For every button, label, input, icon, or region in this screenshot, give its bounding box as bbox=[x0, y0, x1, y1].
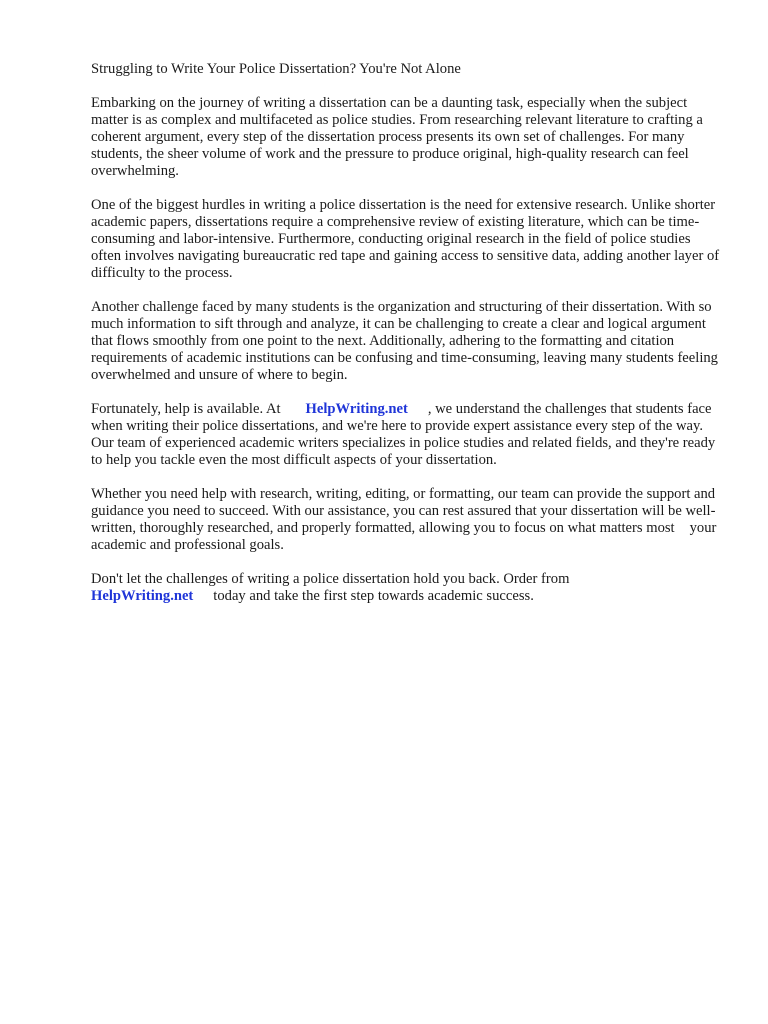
paragraph-help-text-after: , we understand the challenges that students face when writing their police dissertations, and we're here to provide expert assistance every step of the way. Our team of experienced academic writers specializes in police studies and related fields, and they're ready to help you tackle even the most difficult aspects of your dissertation. bbox=[91, 401, 716, 468]
document-page bbox=[91, 61, 721, 622]
paragraph-intro: Embarking on the journey of writing a dissertation can be a daunting task, especially when the subject matter is as complex and multifaceted as police studies. From researching relevant literature to crafting a coherent argument, every step of the dissertation process presents its own set of challenges. For many students, the sheer volume of work and the pressure to produce original, high-quality research can feel overwhelming. bbox=[91, 95, 703, 179]
paragraph-cta-text-before: Don't let the challenges of writing a police dissertation hold you back. Order from bbox=[91, 571, 570, 587]
paragraph-services bbox=[91, 486, 721, 554]
paragraph-cta-text-after: today and take the first step towards academic success. bbox=[213, 588, 534, 604]
paragraph-cta bbox=[91, 571, 721, 605]
document-title: Struggling to Write Your Police Dissertation? You're Not Alone bbox=[91, 61, 461, 77]
paragraph-services-text-before: Whether you need help with research, writing, editing, or formatting, our team can provide the support and guidance you need to succeed. With our assistance, you can rest assured that your dissertation will be well-written, thoroughly researched, and properly formatted, allowing you to focus on what matters most bbox=[91, 486, 716, 536]
paragraph-services-text-after: your academic and professional goals. bbox=[91, 520, 717, 553]
paragraph-help-text-before: Fortunately, help is available. At bbox=[91, 401, 281, 417]
helpwriting-link-cta[interactable]: HelpWriting.net bbox=[91, 588, 194, 604]
paragraph-research: One of the biggest hurdles in writing a police dissertation is the need for extensive research. Unlike shorter academic papers, dissertations require a comprehensive review of existing literature, which can be time-consuming and labor-intensive. Furthermore, conducting original research in the field of police studies often involves navigating bureaucratic red tape and gaining access to sensitive data, adding another layer of difficulty to the process. bbox=[91, 197, 720, 281]
helpwriting-link[interactable]: HelpWriting.net bbox=[305, 401, 408, 417]
paragraph-organization: Another challenge faced by many students is the organization and structuring of their dissertation. With so much information to sift through and analyze, it can be challenging to create a clear and logical argument that flows smoothly from one point to the next. Additionally, adhering to the formatting and citation requirements of academic institutions can be confusing and time-consuming, leaving many students feeling overwhelmed and unsure of where to begin. bbox=[91, 299, 718, 383]
paragraph-help bbox=[91, 401, 721, 469]
